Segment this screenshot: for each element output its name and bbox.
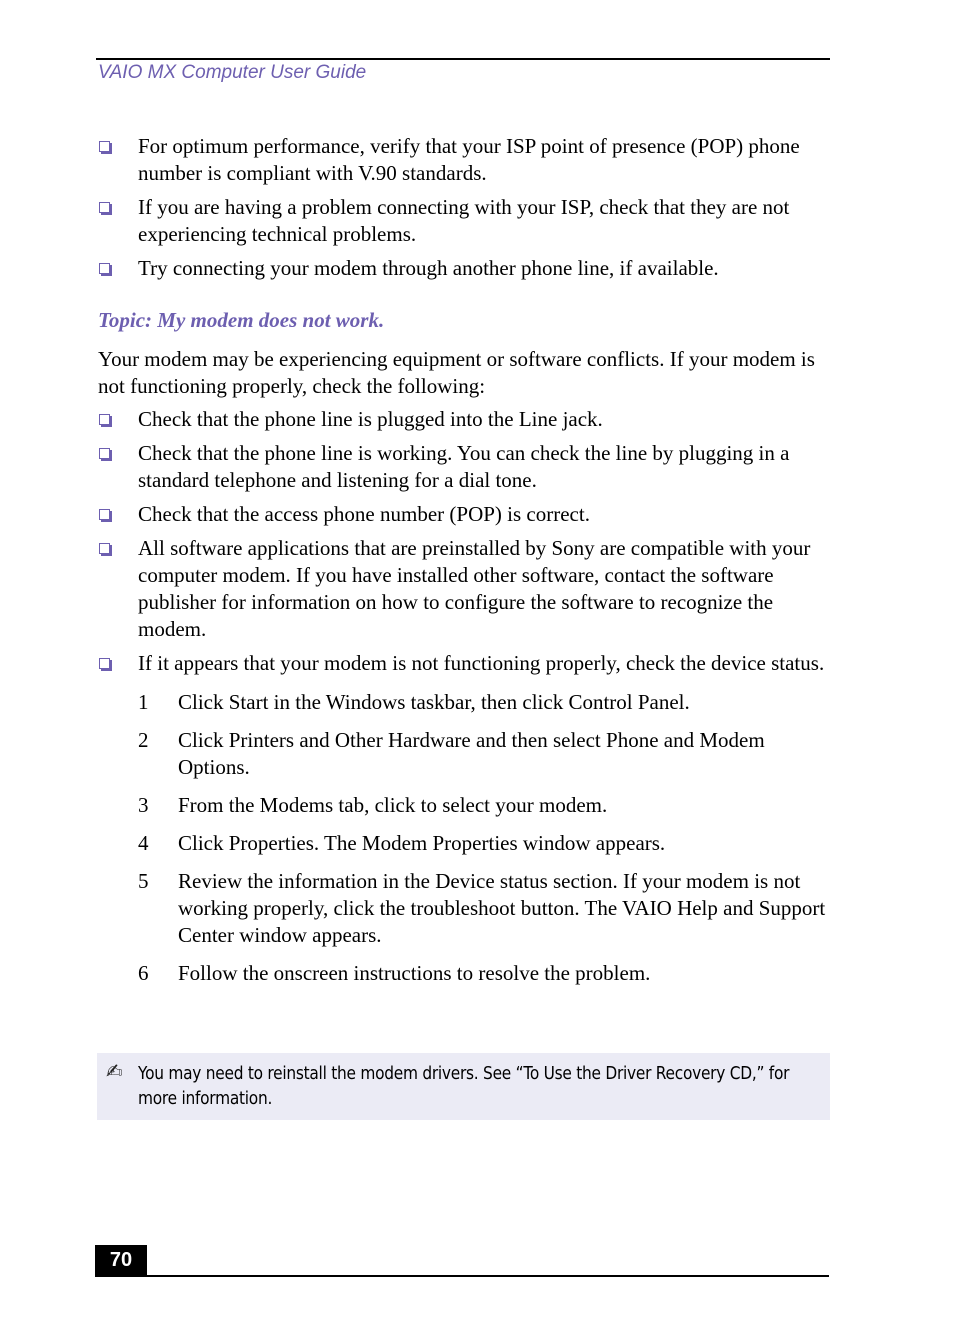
checkbox-bullet-icon xyxy=(99,141,110,152)
footer-rule xyxy=(95,1275,829,1277)
list-item xyxy=(98,406,830,433)
note-text: You may need to reinstall the modem drivers. See “To Use the Driver Recovery CD,” for more information. xyxy=(138,1064,790,1109)
bullet-text: All software applications that are preinstalled by Sony are compatible with your computer modem. If you have installed other software, contact the software publisher for information on how to configure the software to recognize the modem. xyxy=(138,536,811,641)
page-number: 70 xyxy=(95,1245,147,1276)
bullet-text: Try connecting your modem through another phone line, if available. xyxy=(138,256,719,280)
pencil-note-icon: ✍ xyxy=(106,1059,123,1083)
list-item xyxy=(98,535,830,643)
step-number: 1 xyxy=(138,690,149,714)
list-item xyxy=(98,440,830,494)
bullet-text: Check that the access phone number (POP) is correct. xyxy=(138,502,590,526)
step-item xyxy=(98,830,830,857)
step-number: 4 xyxy=(138,831,149,855)
numbered-steps xyxy=(98,689,830,987)
bullet-text: Check that the phone line is working. You can check the line by plugging in a standard telephone and listening for a dial tone. xyxy=(138,441,790,492)
checkbox-bullet-icon xyxy=(99,414,110,425)
checkbox-bullet-icon xyxy=(99,448,110,459)
page-content xyxy=(98,133,830,998)
step-text: Click Printers and Other Hardware and then select Phone and Modem Options. xyxy=(178,728,765,779)
step-text: Review the information in the Device status section. If your modem is not working properly, click the troubleshoot button. The VAIO Help and Support Center window appears. xyxy=(178,869,826,947)
list-item xyxy=(98,650,830,677)
list-item xyxy=(98,501,830,528)
checkbox-bullet-icon xyxy=(99,263,110,274)
step-text: Click Start in the Windows taskbar, then click Control Panel. xyxy=(178,690,690,714)
step-item xyxy=(98,689,830,716)
step-text: Follow the onscreen instructions to resolve the problem. xyxy=(178,961,651,985)
checkbox-bullet-icon xyxy=(99,658,110,669)
step-item xyxy=(98,960,830,987)
bullet-text: If you are having a problem connecting with your ISP, check that they are not experiencing technical problems. xyxy=(138,195,790,246)
step-text: From the Modems tab, click to select your modem. xyxy=(178,793,608,817)
list-item xyxy=(98,194,830,248)
checkbox-bullet-icon xyxy=(99,543,110,554)
step-number: 2 xyxy=(138,728,149,752)
step-item xyxy=(98,727,830,781)
step-item xyxy=(98,868,830,949)
bullet-text: Check that the phone line is plugged into the Line jack. xyxy=(138,407,603,431)
step-number: 6 xyxy=(138,961,149,985)
step-item xyxy=(98,792,830,819)
checkbox-bullet-icon xyxy=(99,202,110,213)
step-number: 3 xyxy=(138,793,149,817)
step-text: Click Properties. The Modem Properties window appears. xyxy=(178,831,666,855)
step-number: 5 xyxy=(138,869,149,893)
running-header-title: VAIO MX Computer User Guide xyxy=(98,62,367,83)
topic-heading: Topic: My modem does not work. xyxy=(98,308,385,332)
note-box xyxy=(97,1053,830,1120)
bullet-text: If it appears that your modem is not functioning properly, check the device status. xyxy=(138,651,825,675)
header-rule xyxy=(96,58,830,60)
intro-paragraph: Your modem may be experiencing equipment or software conflicts. If your modem is not functioning properly, check the following: xyxy=(98,347,815,398)
list-item xyxy=(98,133,830,187)
list-item xyxy=(98,255,830,282)
checkbox-bullet-icon xyxy=(99,509,110,520)
bullet-text: For optimum performance, verify that your ISP point of presence (POP) phone number is compliant with V.90 standards. xyxy=(138,134,800,185)
